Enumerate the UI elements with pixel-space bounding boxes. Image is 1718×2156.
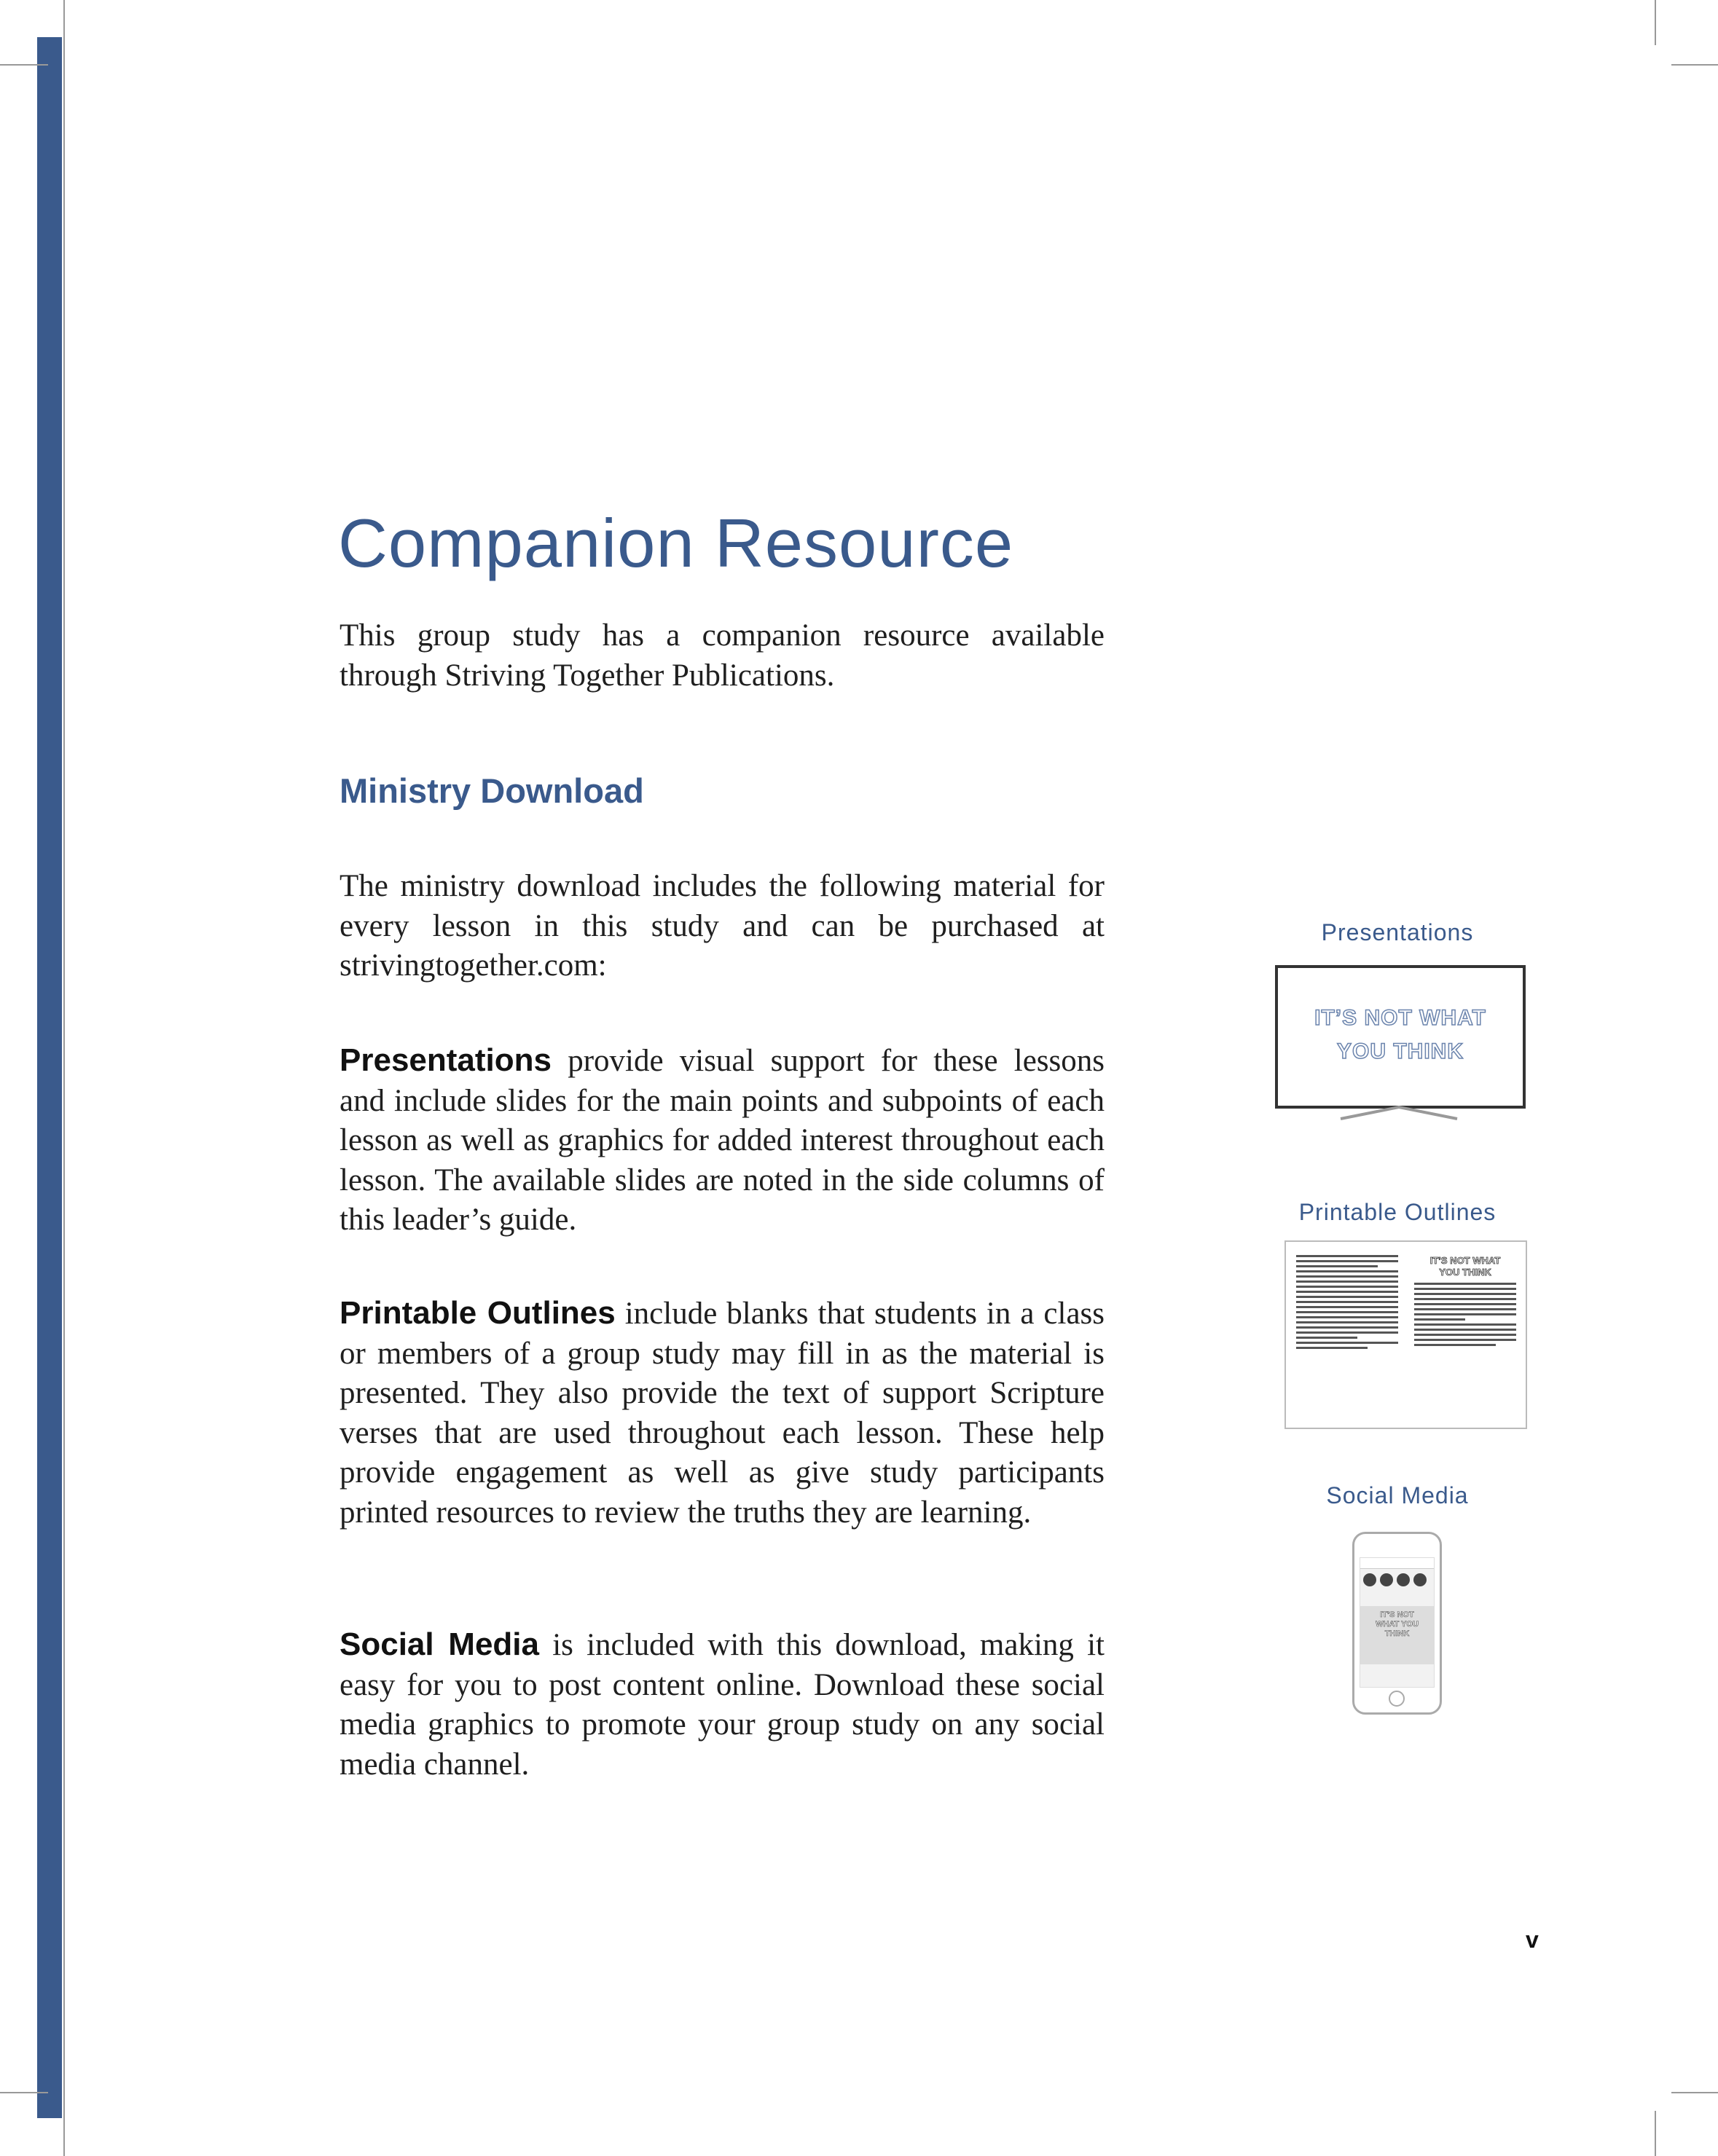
- outline-title-art: IT’S NOT WHAT YOU THINK: [1429, 1255, 1501, 1278]
- page-title: Companion Resource: [338, 505, 1014, 581]
- section-heading: Ministry Download: [340, 771, 644, 810]
- crop-mark: [63, 0, 65, 2156]
- crop-mark: [0, 2092, 48, 2093]
- crop-mark: [1671, 2092, 1718, 2093]
- social-media-phone-image: [1352, 1532, 1442, 1715]
- presentation-tv-image: [1275, 965, 1526, 1109]
- presentations-lead: Presentations: [340, 1042, 552, 1078]
- page-number: v: [1526, 1927, 1539, 1953]
- social-post-art: IT’S NOT WHAT YOU THINK: [1360, 1606, 1434, 1664]
- social-media-label: Social Media: [1326, 1482, 1469, 1508]
- crop-mark: [1655, 2111, 1656, 2156]
- tv-slide-title: IT’S NOT WHAT YOU THINK: [1314, 1006, 1486, 1063]
- printable-outlines-lead: Printable Outlines: [340, 1295, 616, 1331]
- printable-outlines-paragraph: [340, 1294, 1105, 1533]
- page-edge-bar: [37, 37, 62, 2118]
- printable-outlines-text: include blanks that students in a class or members of a group study may fill in as the material is presented. They also provide the text of support Scripture verses that are used throughout each lesson. These help provide engagement as well as give study participants printed resources to review the truths they are learning.: [340, 1297, 1105, 1530]
- social-media-paragraph: [340, 1626, 1105, 1785]
- outline-page-left: [1296, 1255, 1398, 1352]
- crop-mark: [1655, 0, 1656, 45]
- outline-page-right: [1414, 1255, 1516, 1349]
- presentations-label: Presentations: [1321, 919, 1474, 945]
- tv-stand-image: [1326, 1104, 1472, 1122]
- crop-mark: [0, 64, 48, 66]
- phone-screen: [1360, 1557, 1435, 1688]
- printable-outlines-label: Printable Outlines: [1298, 1199, 1497, 1225]
- section-intro-paragraph: The ministry download includes the following material for every lesson in this study and can be purchased at strivingtogether.com:: [340, 869, 1105, 983]
- crop-mark: [1671, 64, 1718, 66]
- intro-paragraph: This group study has a companion resource available through Striving Together Publications.: [340, 618, 1105, 693]
- presentations-paragraph: [340, 1042, 1105, 1240]
- presentations-text: provide visual support for these lessons and include slides for the main points and subpoints of each lesson as well as graphics for added interest throughout each lesson. The available slides are noted in the side columns of this leader’s guide.: [340, 1044, 1105, 1238]
- printable-outline-image: [1284, 1240, 1527, 1429]
- social-media-lead: Social Media: [340, 1626, 539, 1662]
- social-media-text: is included with this download, making it easy for you to post content online. Download these social media graphics to promote your group study on any social media channel.: [340, 1628, 1105, 1782]
